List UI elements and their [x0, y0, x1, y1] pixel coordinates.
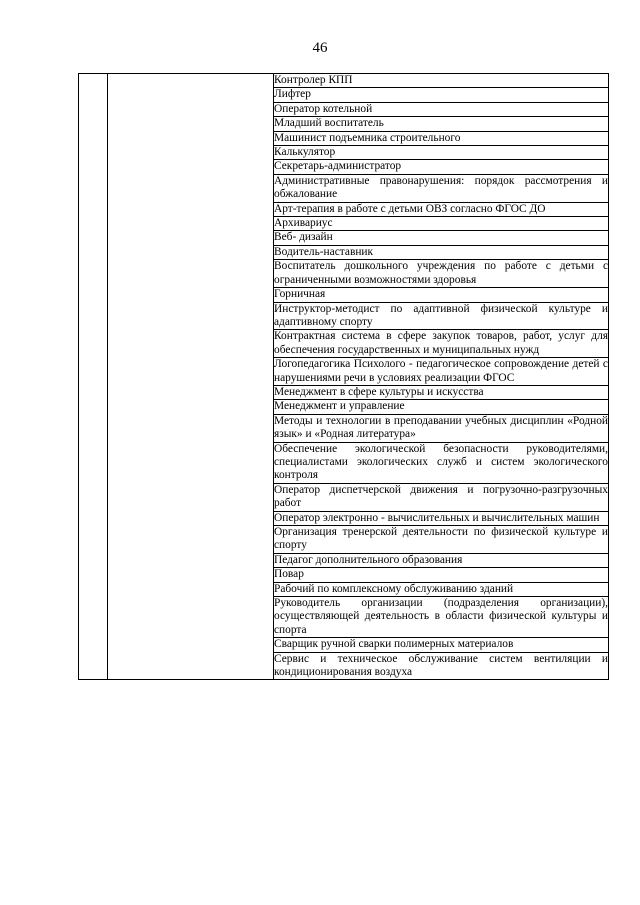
- program-name-cell: Арт-терапия в работе с детьми ОВЗ согласно ФГОС ДО: [274, 202, 609, 216]
- program-name-cell: Менеджмент в сфере культуры и искусства: [274, 385, 609, 399]
- program-name-cell: Сервис и техническое обслуживание систем вентиляции и кондиционирования воздуха: [274, 652, 608, 679]
- program-name-cell: Секретарь-администратор: [274, 160, 609, 174]
- program-name-cell: Менеджмент и управление: [274, 400, 609, 414]
- course-table-body: [79, 74, 609, 680]
- course-table: [78, 73, 609, 680]
- program-name-cell: Педагог дополнительного образования: [274, 553, 609, 567]
- program-name-cell: Оператор диспетчерской движения и погрузочно-разгрузочных работ: [274, 483, 608, 510]
- program-name-cell: Оператор электронно - вычислительных и вычислительных машин: [274, 511, 609, 525]
- category-cell: [108, 74, 274, 680]
- program-name-cell: Логопедагогика Психолого - педагогическое сопровождение детей с нарушениями речи в условиях реализации ФГОС: [274, 358, 608, 384]
- program-name-cell: Веб- дизайн: [274, 231, 609, 245]
- number-cell: [79, 74, 108, 680]
- program-name-cell: Машинист подъемника строительного: [274, 131, 609, 145]
- program-name-cell: Младший воспитатель: [274, 117, 609, 131]
- program-name-cell: Рабочий по комплексному обслуживанию зданий: [274, 582, 609, 596]
- table-row: [79, 74, 609, 88]
- program-name-cell: Контролер КПП: [274, 74, 609, 88]
- program-name-cell: Контрактная система в сфере закупок товаров, работ, услуг для обеспечения государственных и муниципальных нужд: [274, 330, 608, 356]
- program-name-cell: Водитель-наставник: [274, 245, 609, 259]
- program-name-cell: Методы и технологии в преподавании учебных дисциплин «Родной язык» и «Родная литература»: [274, 414, 608, 441]
- program-name-cell: Повар: [274, 568, 609, 582]
- program-name-cell: Административные правонарушения: порядок рассмотрения и обжалование: [274, 174, 608, 201]
- page-number: 46: [312, 40, 328, 56]
- program-name-cell: Инструктор-методист по адаптивной физической культуре и адаптивному спорту: [274, 302, 608, 328]
- program-name-cell: Лифтер: [274, 88, 609, 102]
- program-name-cell: Архивариус: [274, 217, 609, 231]
- program-name-cell: Оператор котельной: [274, 102, 609, 116]
- program-name-cell: Воспитатель дошкольного учреждения по работе с детьми с ограниченными возможностями здоровья: [274, 260, 608, 286]
- program-name-cell: Руководитель организации (подразделения организации), осуществляющей деятельность в области физической культуры и спорта: [274, 597, 608, 636]
- program-name-cell: Обеспечение экологической безопасности руководителями, специалистами экологических служб и систем экологического контроля: [274, 442, 608, 482]
- program-name-cell: Сварщик ручной сварки полимерных материалов: [274, 638, 609, 652]
- program-name-cell: Горничная: [274, 288, 609, 302]
- program-name-cell: Калькулятор: [274, 146, 609, 160]
- program-name-cell: Организация тренерской деятельности по физической культуре и спорту: [274, 526, 608, 552]
